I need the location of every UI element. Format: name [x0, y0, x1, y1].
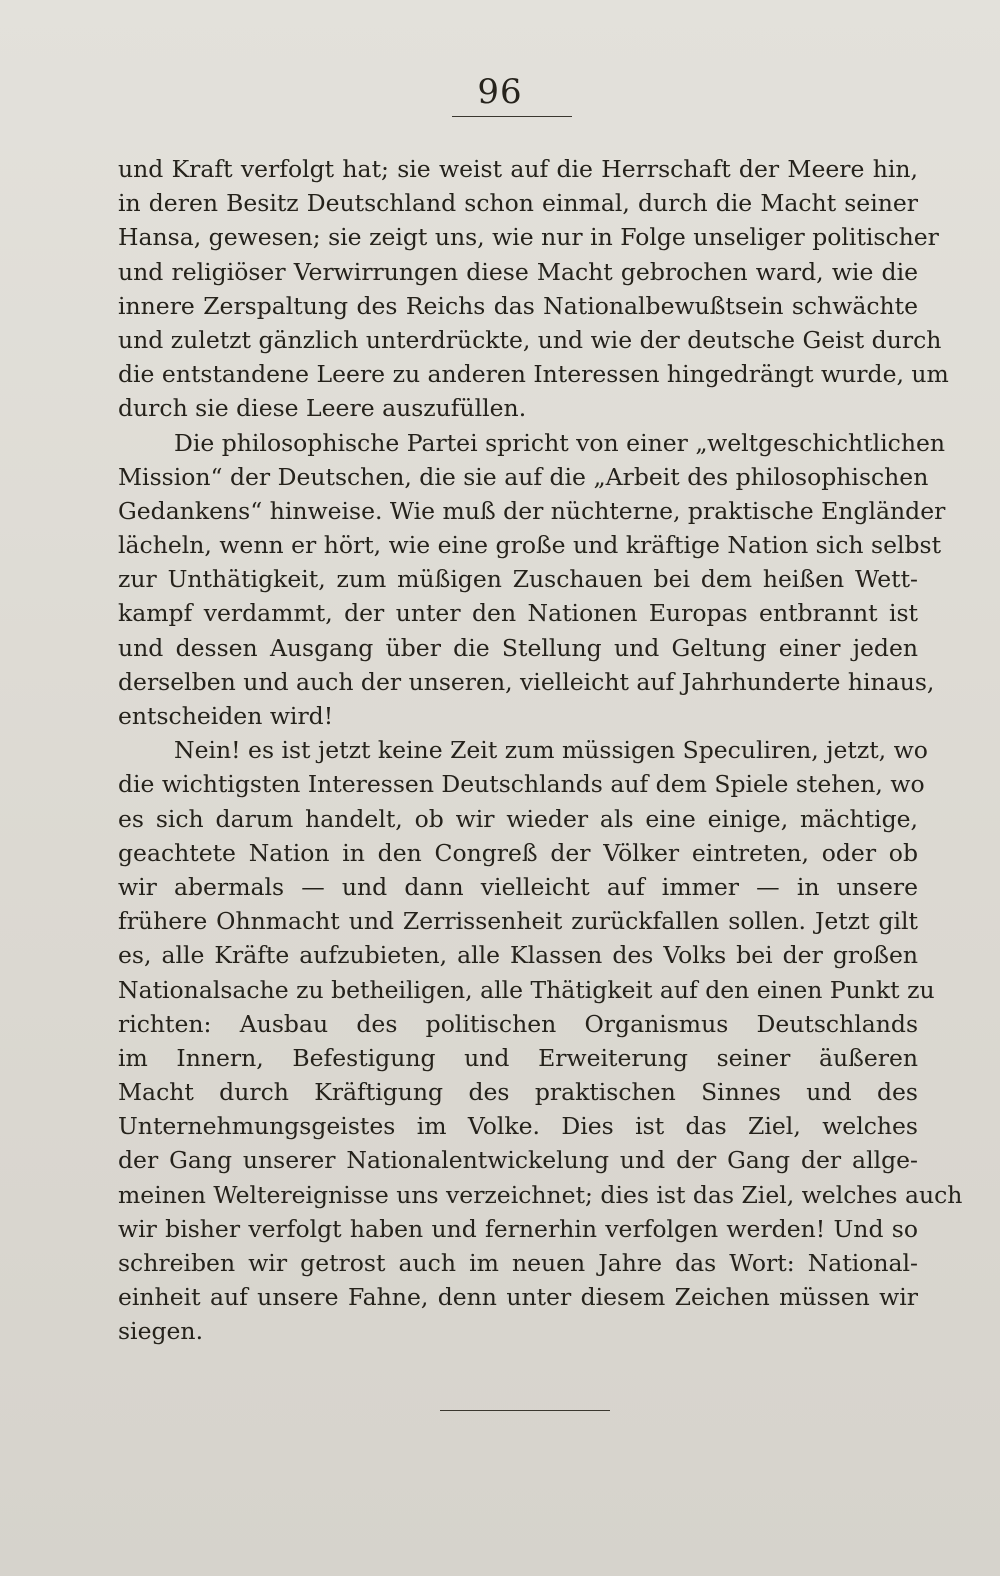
text-line: schreiben wir getrost auch im neuen Jahre das Wort: National-	[118, 1249, 918, 1277]
text-line: durch sie diese Leere auszufüllen.	[118, 394, 527, 423]
text-line: siegen.	[118, 1317, 204, 1346]
text-line: Nationalsache zu betheiligen, alle Thätigkeit auf den einen Punkt zu	[118, 975, 935, 1004]
text-line: innere Zerspaltung des Reichs das Nationalbewußtsein schwächte	[118, 291, 918, 320]
paragraph	[118, 426, 946, 734]
text-line: meinen Weltereignisse uns verzeichnet; dies ist das Ziel, welches auch	[118, 1180, 963, 1209]
paragraph	[118, 152, 949, 426]
text-line: lächeln, wenn er hört, wie eine große und kräftige Nation sich selbst	[118, 531, 942, 560]
text-line: es, alle Kräfte aufzubieten, alle Klassen des Volks bei der großen	[118, 941, 918, 970]
text-line: Nein! es ist jetzt keine Zeit zum müssigen Speculiren, jetzt, wo	[174, 736, 928, 765]
text-line: derselben und auch der unseren, vielleicht auf Jahrhunderte hinaus,	[118, 667, 935, 696]
text-line: die wichtigsten Interessen Deutschlands auf dem Spiele stehen, wo	[118, 770, 925, 799]
page-number: 96	[477, 72, 523, 112]
text-line: es sich darum handelt, ob wir wieder als eine einige, mächtige,	[118, 804, 918, 833]
text-line: und Kraft verfolgt hat; sie weist auf die Herrschaft der Meere hin,	[118, 155, 918, 183]
text-line: im Innern, Befestigung und Erweiterung seiner äußeren	[118, 1043, 918, 1072]
page-text	[118, 152, 963, 1349]
text-line: Unternehmungsgeistes im Volke. Dies ist das Ziel, welches	[118, 1112, 918, 1141]
text-line: der Gang unserer Nationalentwickelung und der Gang der allge-	[118, 1146, 918, 1175]
text-line: Hansa, gewesen; sie zeigt uns, wie nur in Folge unseliger politischer	[118, 223, 939, 252]
paragraph	[118, 733, 963, 1348]
text-line: frühere Ohnmacht und Zerrissenheit zurückfallen sollen. Jetzt gilt	[118, 907, 918, 936]
text-line: Macht durch Kräftigung des praktischen Sinnes und des	[118, 1078, 918, 1107]
text-line: Mission“ der Deutschen, die sie auf die „Arbeit des philosophischen	[118, 462, 929, 491]
text-line: Die philosophische Partei spricht von einer „weltgeschichtlichen	[174, 428, 946, 457]
text-line: richten: Ausbau des politischen Organismus Deutschlands	[118, 1009, 918, 1038]
text-line: entscheiden wird!	[118, 702, 334, 730]
text-line: zur Unthätigkeit, zum müßigen Zuschauen bei dem heißen Wett-	[118, 565, 918, 594]
text-line: und zuletzt gänzlich unterdrückte, und wie der deutsche Geist durch	[118, 325, 942, 354]
text-line: einheit auf unsere Fahne, denn unter diesem Zeichen müssen wir	[118, 1283, 918, 1312]
text-line: wir abermals — und dann vielleicht auf immer — in unsere	[118, 872, 918, 901]
text-line: und dessen Ausgang über die Stellung und Geltung einer jeden	[118, 633, 918, 662]
text-line: kampf verdammt, der unter den Nationen Europas entbrannt ist	[118, 599, 918, 628]
header-rule	[452, 116, 572, 117]
text-line: die entstandene Leere zu anderen Interessen hingedrängt wurde, um	[118, 360, 949, 389]
text-line: wir bisher verfolgt haben und fernerhin verfolgen werden! Und so	[118, 1214, 918, 1243]
text-line: und religiöser Verwirrungen diese Macht gebrochen ward, wie die	[118, 257, 918, 286]
text-line: in deren Besitz Deutschland schon einmal, durch die Macht seiner	[118, 189, 918, 218]
text-line: geachtete Nation in den Congreß der Völker eintreten, oder ob	[118, 838, 918, 867]
end-rule	[440, 1410, 610, 1411]
text-line: Gedankens“ hinweise. Wie muß der nüchterne, praktische Engländer	[118, 496, 946, 525]
